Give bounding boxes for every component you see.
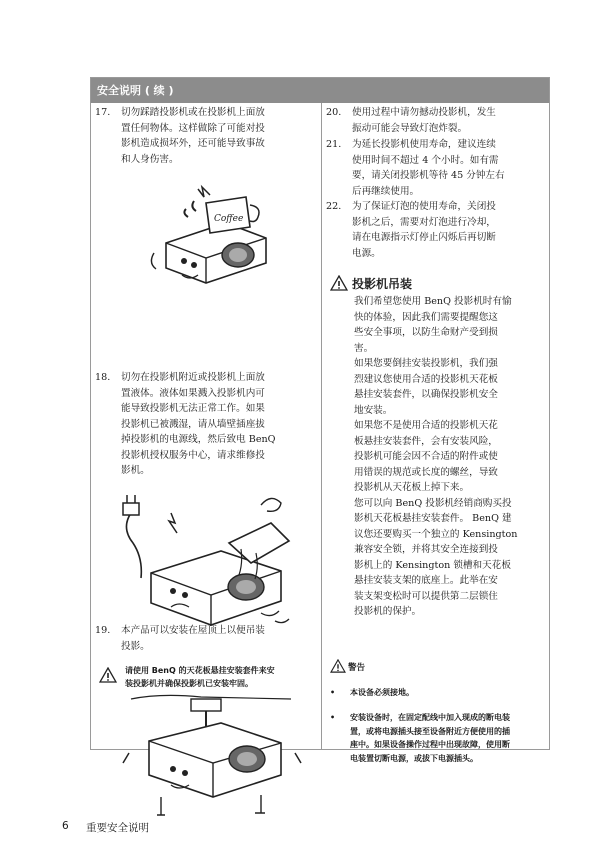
text-line: 用错误的规范或长度的螺丝，导致 [354, 466, 498, 478]
text-line: 地安装。 [354, 404, 393, 416]
text-line: 烈建议您使用合适的投影机天花板 [354, 373, 498, 385]
text-line: 悬挂安装套件，以确保投影机安全 [354, 389, 498, 400]
text-line: 使用过程中请勿撼动投影机，发生 [352, 107, 496, 118]
ceiling-mount-text [354, 294, 548, 620]
text-line: 置任何物体。这样做除了可能对投 [121, 122, 265, 134]
text-line: 电装置切断电源，或拔下电源插头。 [350, 753, 478, 763]
item-number: 20. [326, 107, 342, 118]
ceiling-mounted-projector-illustration [121, 693, 306, 823]
warning-triangle-icon [330, 659, 346, 673]
bullet-text [350, 711, 510, 765]
safety-table [90, 77, 550, 763]
item-text [121, 623, 265, 654]
text-line: 后再继续使用。 [352, 185, 420, 197]
text-line: 本设备必须接地。 [350, 688, 414, 697]
text-line: 为延长投影机使用寿命，建议连续 [352, 139, 496, 150]
liquid-spill-illustration [111, 483, 311, 633]
caution-triangle-icon [330, 275, 348, 291]
text-line: 请在电源指示灯停止闪烁后再切断 [352, 232, 496, 243]
text-line: 切勿踩踏投影机或在投影机上面放 [121, 107, 265, 118]
ceiling-mount-title: 投影机吊装 [352, 277, 413, 291]
text-line: 影机天花板悬挂安装套件。 BenQ 建 [354, 513, 512, 524]
text-line: 装支架变松时可以提供第二层锁住 [354, 590, 498, 602]
item-number: 17. [95, 107, 111, 118]
text-line: 请使用 BenQ 的天花板悬挂安装套件来安 [125, 666, 275, 675]
text-line: 如果您要倒挂安装投影机，我们强 [354, 358, 498, 369]
text-line: 置，或将电源插头接至设备附近方便使用的插 [350, 726, 510, 736]
page-number: 6 [62, 820, 69, 832]
text-line: 和人身伤害。 [121, 153, 179, 165]
text-line: 影机之后，需要对灯泡进行冷却， [352, 216, 496, 228]
text-line: 置液体。液体如果溅入投影机内可 [121, 387, 265, 399]
text-line: 投影机授权服务中心，请求维修投 [121, 449, 265, 461]
text-line: 影机造成损坏外，还可能导致事故 [121, 138, 265, 149]
text-line: 我们希望您使用 BenQ 投影机时有愉 [354, 296, 512, 307]
text-line: 快的体验，因此我们需要提醒您这 [354, 311, 498, 323]
item-number: 19. [95, 625, 111, 636]
item-text [121, 105, 265, 167]
text-line: 投影。 [121, 640, 150, 652]
item-number: 22. [326, 201, 342, 212]
text-line: 切勿在投影机附近或投影机上面放 [121, 372, 265, 383]
text-line: 装投影机并确保投影机已安装牢固。 [125, 679, 253, 688]
text-line: 为了保证灯泡的使用寿命，关闭投 [352, 201, 496, 212]
text-line: 电源。 [352, 247, 381, 259]
item-text [352, 137, 505, 199]
item-text [352, 105, 496, 136]
caution-triangle-icon [99, 667, 117, 683]
text-line: 使用时间不超过 4 个小时。如有需 [352, 154, 499, 166]
bullet-text [350, 686, 414, 700]
coffee-on-projector-illustration [146, 183, 286, 288]
text-line: 投影机从天花板上掉下来。 [354, 482, 470, 493]
footer-section-title: 重要安全说明 [86, 822, 149, 834]
bullet-dot: • [330, 713, 336, 722]
text-line: 兼容安全锁，并将其安全连接到投 [354, 544, 498, 555]
text-line: 您可以向 BenQ 投影机经销商购买投 [354, 497, 512, 509]
warning-label: 警告 [348, 663, 366, 673]
text-line: 投影机可能会因不合适的附件或使 [354, 451, 498, 462]
text-line: 座中。如果设备操作过程中出现故障，使用断 [350, 740, 510, 749]
item-text [352, 199, 496, 261]
item-number: 21. [326, 139, 342, 150]
text-line: 要，请关闭投影机等待 45 分钟左右 [352, 170, 505, 181]
item-text [121, 370, 276, 479]
coffee-label: Coffee [214, 214, 244, 224]
text-line: 能导致投影机无法正常工作。如果 [121, 403, 265, 414]
text-line: 些安全事项，以防生命财产受到损 [354, 327, 498, 338]
text-line: 振动可能会导致灯泡炸裂。 [352, 122, 468, 134]
text-line: 议您还要购买一个独立的 Kensington [354, 528, 518, 540]
table-header: 安全说明 ( 续 ) [91, 78, 549, 103]
text-line: 板悬挂安装套件，会有安装风险， [354, 435, 498, 447]
text-line: 影机。 [121, 465, 150, 476]
item-number: 18. [95, 372, 111, 383]
ceiling-mount-caution [125, 664, 321, 690]
text-line: 如果您不是使用合适的投影机天花 [354, 420, 498, 431]
text-line: 安装设备时，在固定配线中加入现成的断电装 [350, 713, 510, 722]
text-line: 投影机已被溅湿，请从墙壁插座拔 [121, 418, 265, 430]
text-line: 影机上的 Kensington 锁槽和天花板 [354, 559, 511, 571]
text-line: 掉投影机的电源线，然后致电 BenQ [121, 434, 276, 445]
text-line: 投影机的保护。 [354, 606, 422, 617]
text-line: 害。 [354, 342, 374, 354]
bullet-dot: • [330, 688, 336, 697]
text-line: 悬挂安装支架的底座上。此举在安 [354, 575, 498, 586]
column-divider [321, 103, 322, 749]
text-line: 本产品可以安装在屋顶上以便吊装 [121, 625, 265, 636]
